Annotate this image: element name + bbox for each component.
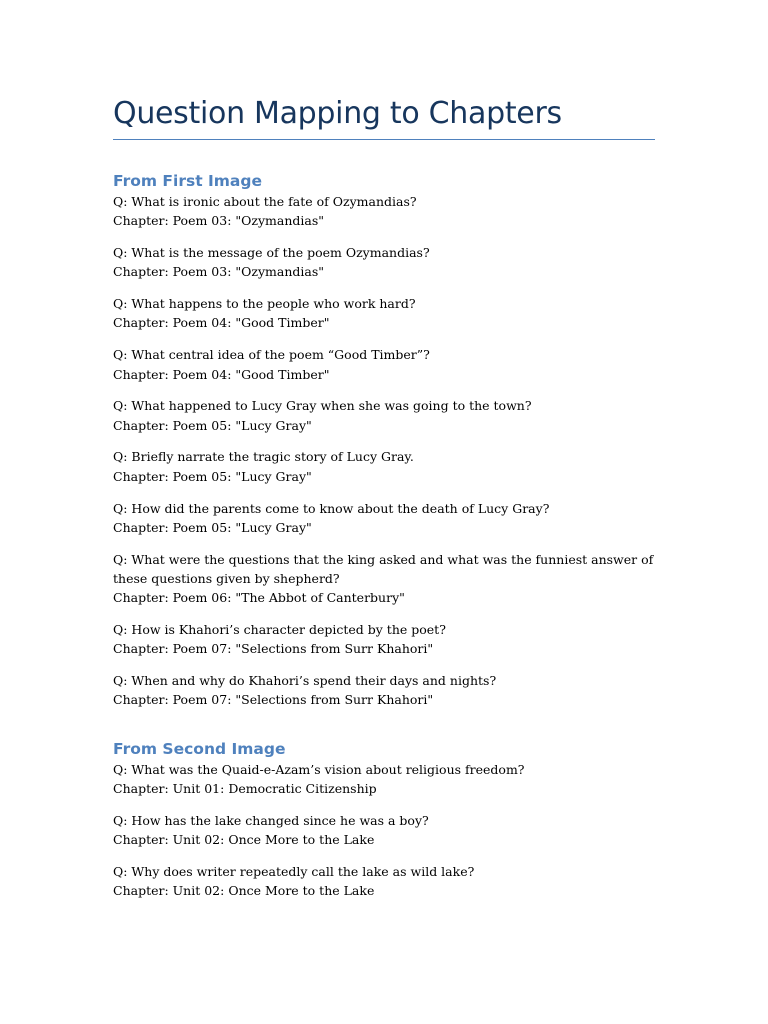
qa-item (113, 760, 655, 799)
chapter-text: Chapter: Unit 02: Once More to the Lake (113, 883, 375, 899)
qa-item (113, 396, 655, 435)
question-text: Q: What central idea of the poem “Good Timber”? (113, 347, 430, 363)
document-title: Question Mapping to Chapters (113, 96, 562, 131)
qa-item (113, 811, 655, 850)
chapter-text: Chapter: Poem 06: "The Abbot of Canterbury" (113, 590, 405, 606)
chapter-text: Chapter: Poem 05: "Lucy Gray" (113, 468, 312, 484)
qa-item (113, 192, 655, 231)
qa-item (113, 447, 655, 486)
chapter-text: Chapter: Poem 05: "Lucy Gray" (113, 417, 312, 433)
question-text: Q: What were the questions that the king asked and what was the funniest answer of these questions given by shepherd? (113, 551, 654, 586)
qa-item (113, 620, 655, 659)
question-text: Q: How did the parents come to know about the death of Lucy Gray? (113, 500, 550, 516)
question-text: Q: What happens to the people who work hard? (113, 296, 416, 312)
qa-item (113, 243, 655, 282)
title-underline (113, 139, 655, 140)
chapter-text: Chapter: Poem 05: "Lucy Gray" (113, 519, 312, 535)
question-text: Q: Why does writer repeatedly call the lake as wild lake? (113, 863, 475, 879)
chapter-text: Chapter: Unit 01: Democratic Citizenship (113, 781, 377, 797)
chapter-text: Chapter: Poem 03: "Ozymandias" (113, 213, 325, 229)
question-text: Q: When and why do Khahori’s spend their days and nights? (113, 673, 497, 689)
question-text: Q: What happened to Lucy Gray when she was going to the town? (113, 398, 532, 414)
qa-item (113, 499, 655, 538)
qa-item (113, 345, 655, 384)
chapter-text: Chapter: Unit 02: Once More to the Lake (113, 832, 375, 848)
question-text: Q: How has the lake changed since he was a boy? (113, 812, 429, 828)
chapter-text: Chapter: Poem 07: "Selections from Surr Khahori" (113, 641, 434, 657)
question-text: Q: What was the Quaid-e-Azam’s vision about religious freedom? (113, 761, 525, 777)
chapter-text: Chapter: Poem 07: "Selections from Surr Khahori" (113, 692, 434, 708)
section-heading: From Second Image (113, 739, 286, 758)
section-heading: From First Image (113, 172, 262, 190)
section-second-image (113, 738, 655, 901)
question-text: Q: How is Khahori’s character depicted by the poet? (113, 622, 446, 638)
qa-item (113, 862, 655, 901)
qa-item (113, 550, 655, 608)
qa-item (113, 671, 655, 710)
chapter-text: Chapter: Poem 04: "Good Timber" (113, 366, 330, 382)
question-text: Q: What is the message of the poem Ozymandias? (113, 245, 430, 261)
section-first-image (113, 170, 655, 710)
chapter-text: Chapter: Poem 04: "Good Timber" (113, 315, 330, 331)
qa-item (113, 294, 655, 333)
question-text: Q: Briefly narrate the tragic story of Lucy Gray. (113, 449, 414, 465)
document-page (113, 0, 655, 913)
chapter-text: Chapter: Poem 03: "Ozymandias" (113, 264, 325, 280)
question-text: Q: What is ironic about the fate of Ozymandias? (113, 194, 417, 209)
